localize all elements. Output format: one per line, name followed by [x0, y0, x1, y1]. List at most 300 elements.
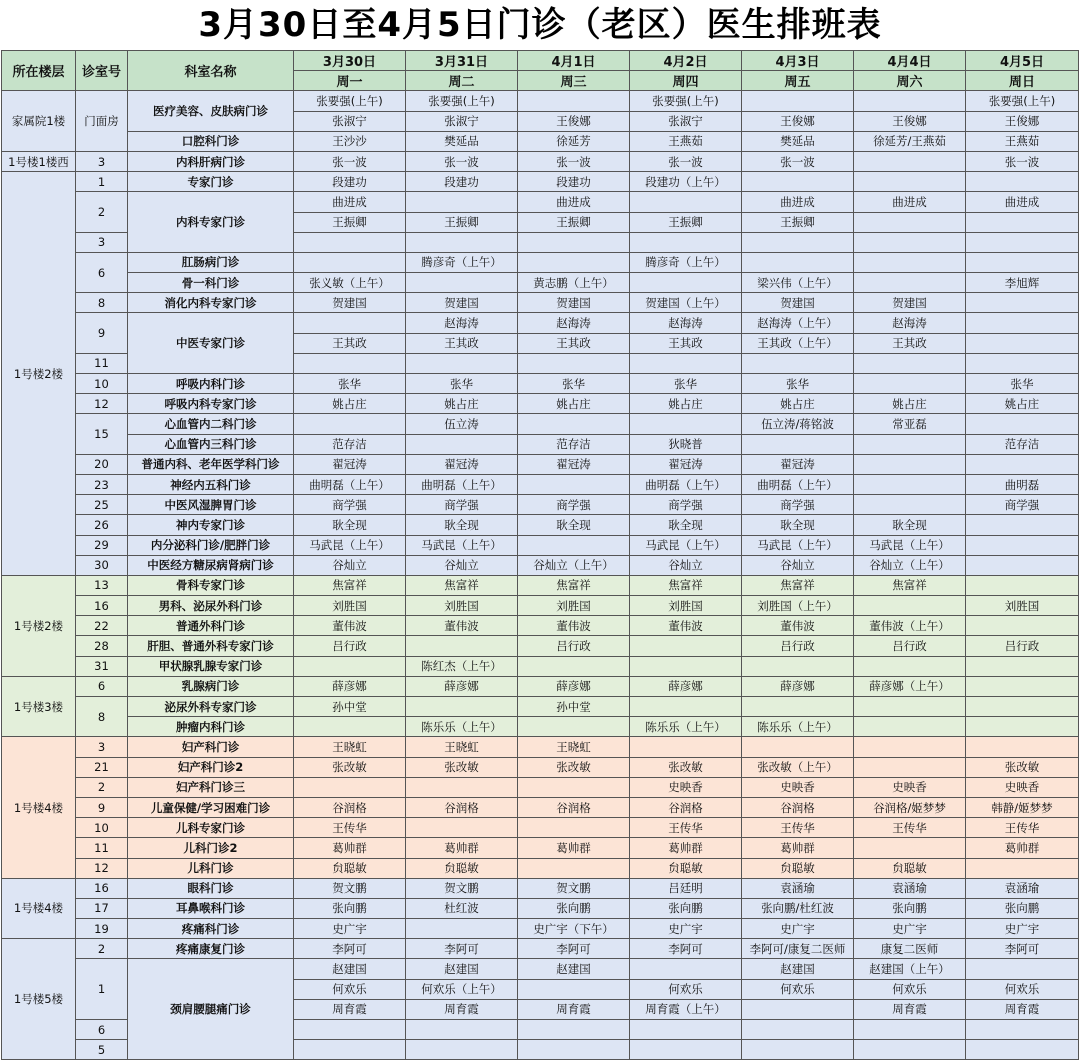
doctor-cell [966, 252, 1079, 272]
doctor-cell: 马武昆（上午） [630, 535, 742, 555]
doctor-cell [742, 656, 854, 676]
doctor-cell: 何欢乐 [854, 979, 966, 999]
doctor-cell [854, 91, 966, 111]
table-row [2, 858, 1079, 878]
dept-cell: 内分泌科门诊/肥胖门诊 [128, 535, 294, 555]
dept-cell: 神内专家门诊 [128, 515, 294, 535]
room-cell: 10 [76, 374, 128, 394]
dept-cell: 中医风湿脾胃门诊 [128, 495, 294, 515]
doctor-cell: 赵海涛 [630, 313, 742, 333]
doctor-cell [518, 979, 630, 999]
doctor-cell: 董伟波（上午） [854, 616, 966, 636]
doctor-cell: 张改敏 [406, 757, 518, 777]
dept-cell: 泌尿外科专家门诊 [128, 697, 294, 717]
room-cell: 6 [76, 1020, 128, 1040]
doctor-cell: 焦富祥 [742, 575, 854, 595]
doctor-cell: 赵海涛 [854, 313, 966, 333]
doctor-cell [854, 1020, 966, 1040]
doctor-cell: 王俊娜 [518, 111, 630, 131]
header-weekday: 周一 [294, 71, 406, 91]
doctor-cell [854, 737, 966, 757]
room-cell: 21 [76, 757, 128, 777]
doctor-cell: 范存洁 [518, 434, 630, 454]
header-date: 4月2日 [630, 51, 742, 71]
doctor-cell: 张华 [966, 374, 1079, 394]
doctor-cell [630, 273, 742, 293]
doctor-cell: 赵海涛 [518, 313, 630, 333]
dept-cell: 消化内科专家门诊 [128, 293, 294, 313]
floor-cell: 1号楼4楼 [2, 878, 76, 939]
doctor-cell: 马武昆（上午） [742, 535, 854, 555]
doctor-cell: 赵建国 [294, 959, 406, 979]
doctor-cell [966, 515, 1079, 535]
doctor-cell: 贺建国（上午） [630, 293, 742, 313]
room-cell: 16 [76, 878, 128, 898]
doctor-cell [742, 353, 854, 373]
doctor-cell: 焦富祥 [854, 575, 966, 595]
doctor-cell: 商学强 [518, 495, 630, 515]
doctor-cell: 曲进成 [854, 192, 966, 212]
doctor-cell: 贺建国 [518, 293, 630, 313]
table-row [2, 131, 1079, 151]
doctor-cell: 王振卿 [406, 212, 518, 232]
doctor-cell [518, 858, 630, 878]
doctor-cell: 徐延芳 [518, 131, 630, 151]
doctor-cell: 樊延品 [742, 131, 854, 151]
dept-cell: 神经内五科门诊 [128, 474, 294, 494]
doctor-cell [966, 535, 1079, 555]
doctor-cell: 耿全现 [742, 515, 854, 535]
header-date: 3月31日 [406, 51, 518, 71]
doctor-cell: 王传华 [294, 818, 406, 838]
doctor-cell: 葛帅群 [518, 838, 630, 858]
doctor-cell: 孙中堂 [518, 697, 630, 717]
doctor-cell: 王俊娜 [742, 111, 854, 131]
doctor-cell [518, 535, 630, 555]
doctor-cell: 曲进成 [294, 192, 406, 212]
schedule-table [1, 50, 1079, 1060]
doctor-cell: 袁涵瑜 [742, 878, 854, 898]
doctor-cell: 史广宇（下午） [518, 919, 630, 939]
doctor-cell [406, 192, 518, 212]
doctor-cell [518, 91, 630, 111]
doctor-cell: 陈乐乐（上午） [742, 717, 854, 737]
doctor-cell [966, 737, 1079, 757]
doctor-cell: 薛彦娜 [406, 676, 518, 696]
doctor-cell: 薛彦娜 [630, 676, 742, 696]
doctor-cell: 谷润格 [406, 797, 518, 817]
table-row [2, 898, 1079, 918]
doctor-cell: 王其政（上午） [742, 333, 854, 353]
room-cell: 9 [76, 313, 128, 353]
doctor-cell: 董伟波 [630, 616, 742, 636]
doctor-cell: 王燕茹 [966, 131, 1079, 151]
doctor-cell: 谷润格 [294, 797, 406, 817]
doctor-cell: 翟冠涛 [742, 454, 854, 474]
room-cell: 23 [76, 474, 128, 494]
doctor-cell: 董伟波 [742, 616, 854, 636]
doctor-cell [630, 656, 742, 676]
doctor-cell: 李旭辉 [966, 273, 1079, 293]
doctor-cell [854, 495, 966, 515]
doctor-cell: 常亚磊 [854, 414, 966, 434]
doctor-cell [854, 273, 966, 293]
doctor-cell: 何欢乐 [630, 979, 742, 999]
doctor-cell [518, 1040, 630, 1060]
doctor-cell: 焦富祥 [406, 575, 518, 595]
doctor-cell [966, 959, 1079, 979]
doctor-cell: 贺建国 [742, 293, 854, 313]
header-floor: 所在楼层 [2, 51, 76, 91]
doctor-cell: 何欢乐 [966, 979, 1079, 999]
doctor-cell: 史广宇 [630, 919, 742, 939]
doctor-cell [742, 91, 854, 111]
table-row [2, 636, 1079, 656]
dept-cell: 眼科门诊 [128, 878, 294, 898]
doctor-cell: 张改敏 [630, 757, 742, 777]
dept-cell: 男科、泌尿外科门诊 [128, 596, 294, 616]
room-cell: 5 [76, 1040, 128, 1060]
doctor-cell: 李阿可 [518, 939, 630, 959]
doctor-cell: 张向鹏/杜红波 [742, 898, 854, 918]
dept-cell: 妇产科门诊三 [128, 777, 294, 797]
doctor-cell: 周育霞 [406, 999, 518, 1019]
doctor-cell: 狄晓普 [630, 434, 742, 454]
doctor-cell [854, 1040, 966, 1060]
doctor-cell [966, 454, 1079, 474]
doctor-cell: 张向鹏 [294, 898, 406, 918]
doctor-cell: 翟冠涛 [406, 454, 518, 474]
table-row [2, 939, 1079, 959]
dept-cell: 骨科专家门诊 [128, 575, 294, 595]
doctor-cell [406, 919, 518, 939]
doctor-cell [854, 697, 966, 717]
doctor-cell [406, 273, 518, 293]
table-row [2, 414, 1079, 434]
dept-cell: 普通内科、老年医学科门诊 [128, 454, 294, 474]
doctor-cell [294, 1020, 406, 1040]
doctor-cell: 王传华 [630, 818, 742, 838]
doctor-cell [966, 212, 1079, 232]
doctor-cell: 谷灿立 [406, 555, 518, 575]
dept-cell: 颈肩腰腿痛门诊 [128, 959, 294, 1060]
doctor-cell: 王其政 [294, 333, 406, 353]
room-cell: 8 [76, 293, 128, 313]
doctor-cell [630, 697, 742, 717]
doctor-cell: 薛彦娜（上午） [854, 676, 966, 696]
doctor-cell: 吕行政 [742, 636, 854, 656]
doctor-cell: 陈乐乐（上午） [630, 717, 742, 737]
table-row [2, 757, 1079, 777]
doctor-cell: 姚占庄 [518, 394, 630, 414]
doctor-cell [854, 252, 966, 272]
header-row-dates [2, 51, 1079, 71]
doctor-cell [742, 999, 854, 1019]
doctor-cell: 耿全现 [294, 515, 406, 535]
dept-cell: 儿科门诊2 [128, 838, 294, 858]
doctor-cell: 张向鹏 [966, 898, 1079, 918]
doctor-cell: 葛帅群 [294, 838, 406, 858]
doctor-cell [742, 697, 854, 717]
doctor-cell: 焦富祥 [630, 575, 742, 595]
doctor-cell: 黄志鹏（上午） [518, 273, 630, 293]
room-cell: 12 [76, 858, 128, 878]
doctor-cell: 王沙沙 [294, 131, 406, 151]
doctor-cell: 贺建国 [854, 293, 966, 313]
doctor-cell: 贺文鹏 [294, 878, 406, 898]
doctor-cell: 葛帅群 [406, 838, 518, 858]
doctor-cell: 陈乐乐（上午） [406, 717, 518, 737]
dept-cell: 疼痛康复门诊 [128, 939, 294, 959]
table-row [2, 959, 1079, 979]
doctor-cell: 谷灿立 [294, 555, 406, 575]
floor-cell: 1号楼1楼西 [2, 151, 76, 171]
doctor-cell [966, 232, 1079, 252]
doctor-cell [518, 656, 630, 676]
doctor-cell: 周育霞（上午） [630, 999, 742, 1019]
doctor-cell: 李阿可/康复二医师 [742, 939, 854, 959]
doctor-cell: 赵建国 [406, 959, 518, 979]
doctor-cell [854, 232, 966, 252]
doctor-cell [406, 353, 518, 373]
room-cell: 31 [76, 656, 128, 676]
doctor-cell: 周育霞 [854, 999, 966, 1019]
doctor-cell [742, 252, 854, 272]
doctor-cell: 王振卿 [294, 212, 406, 232]
doctor-cell: 王传华 [966, 818, 1079, 838]
doctor-cell: 刘胜国 [294, 596, 406, 616]
doctor-cell: 段建功 [406, 172, 518, 192]
room-cell: 11 [76, 353, 128, 373]
doctor-cell: 王俊娜 [966, 111, 1079, 131]
doctor-cell: 樊延品 [406, 131, 518, 151]
doctor-cell [742, 737, 854, 757]
doctor-cell: 曲明磊 [966, 474, 1079, 494]
doctor-cell: 葛帅群 [630, 838, 742, 858]
doctor-cell: 薛彦娜 [518, 676, 630, 696]
room-cell: 19 [76, 919, 128, 939]
table-row [2, 616, 1079, 636]
doctor-cell [966, 414, 1079, 434]
dept-cell: 心血管内二科门诊 [128, 414, 294, 434]
doctor-cell: 赵海涛（上午） [742, 313, 854, 333]
dept-cell: 中医经方糖尿病肾病门诊 [128, 555, 294, 575]
doctor-cell: 谷灿立（上午） [518, 555, 630, 575]
dept-cell: 呼吸内科专家门诊 [128, 394, 294, 414]
room-cell: 12 [76, 394, 128, 414]
doctor-cell: 姚占庄 [630, 394, 742, 414]
room-cell: 2 [76, 192, 128, 232]
doctor-cell: 贠聪敏 [630, 858, 742, 878]
doctor-cell [518, 353, 630, 373]
dept-cell: 肿瘤内科门诊 [128, 717, 294, 737]
header-room: 诊室号 [76, 51, 128, 91]
dept-cell: 骨一科门诊 [128, 273, 294, 293]
table-row [2, 434, 1079, 454]
doctor-cell [854, 656, 966, 676]
doctor-cell: 王传华 [854, 818, 966, 838]
table-row [2, 656, 1079, 676]
doctor-cell: 史映香 [854, 777, 966, 797]
doctor-cell [294, 1040, 406, 1060]
doctor-cell: 伍立涛 [406, 414, 518, 434]
header-date: 4月1日 [518, 51, 630, 71]
doctor-cell [966, 656, 1079, 676]
doctor-cell: 曲明磊（上午） [630, 474, 742, 494]
doctor-cell: 张改敏 [294, 757, 406, 777]
table-row [2, 535, 1079, 555]
doctor-cell: 商学强 [630, 495, 742, 515]
doctor-cell [854, 474, 966, 494]
floor-cell: 1号楼3楼 [2, 676, 76, 737]
doctor-cell: 范存洁 [294, 434, 406, 454]
doctor-cell [742, 232, 854, 252]
doctor-cell [854, 596, 966, 616]
doctor-cell [854, 151, 966, 171]
doctor-cell: 耿全现 [406, 515, 518, 535]
doctor-cell: 翟冠涛 [518, 454, 630, 474]
doctor-cell [854, 212, 966, 232]
doctor-cell: 周育霞 [518, 999, 630, 1019]
doctor-cell [854, 757, 966, 777]
doctor-cell: 王振卿 [630, 212, 742, 232]
dept-cell: 耳鼻喉科门诊 [128, 898, 294, 918]
header-weekday: 周二 [406, 71, 518, 91]
doctor-cell [294, 717, 406, 737]
doctor-cell: 张淑宁 [630, 111, 742, 131]
doctor-cell [742, 1020, 854, 1040]
doctor-cell [966, 353, 1079, 373]
table-row [2, 919, 1079, 939]
doctor-cell: 赵海涛 [406, 313, 518, 333]
doctor-cell [630, 414, 742, 434]
doctor-cell: 商学强 [966, 495, 1079, 515]
doctor-cell: 李阿可 [294, 939, 406, 959]
table-row [2, 151, 1079, 171]
doctor-cell: 马武昆（上午） [406, 535, 518, 555]
doctor-cell [630, 636, 742, 656]
doctor-cell: 张华 [518, 374, 630, 394]
table-row [2, 394, 1079, 414]
page-title: 3月30日至4月5日门诊（老区）医生排班表 [198, 5, 882, 45]
floor-cell: 1号楼5楼 [2, 939, 76, 1060]
doctor-cell: 史映香 [966, 777, 1079, 797]
doctor-cell: 张向鹏 [630, 898, 742, 918]
doctor-cell: 刘胜国 [966, 596, 1079, 616]
room-cell: 20 [76, 454, 128, 474]
doctor-cell [966, 333, 1079, 353]
room-cell: 13 [76, 575, 128, 595]
doctor-cell: 薛彦娜 [742, 676, 854, 696]
doctor-cell: 张向鹏 [518, 898, 630, 918]
table-row [2, 192, 1079, 212]
doctor-cell: 曲明磊（上午） [406, 474, 518, 494]
table-row [2, 596, 1079, 616]
doctor-cell [630, 232, 742, 252]
doctor-cell: 贠聪敏 [742, 858, 854, 878]
doctor-cell: 王其政 [406, 333, 518, 353]
doctor-cell: 谷润格 [630, 797, 742, 817]
doctor-cell [966, 1020, 1079, 1040]
doctor-cell: 董伟波 [294, 616, 406, 636]
doctor-cell: 刘胜国（上午） [742, 596, 854, 616]
doctor-cell: 姚占庄 [294, 394, 406, 414]
doctor-cell: 何欢乐（上午） [406, 979, 518, 999]
doctor-cell [966, 676, 1079, 696]
doctor-cell: 姚占庄 [406, 394, 518, 414]
room-cell: 10 [76, 818, 128, 838]
doctor-cell: 耿全现 [630, 515, 742, 535]
table-row [2, 374, 1079, 394]
doctor-cell: 商学强 [406, 495, 518, 515]
doctor-cell: 贺文鹏 [518, 878, 630, 898]
doctor-cell: 张淑宁 [294, 111, 406, 131]
doctor-cell: 赵建国（上午） [854, 959, 966, 979]
dept-cell: 乳腺病门诊 [128, 676, 294, 696]
room-cell: 16 [76, 596, 128, 616]
doctor-cell: 马武昆（上午） [854, 535, 966, 555]
dept-cell: 内科专家门诊 [128, 192, 294, 253]
doctor-cell: 王其政 [518, 333, 630, 353]
doctor-cell [854, 838, 966, 858]
dept-cell: 肝胆、普通外科专家门诊 [128, 636, 294, 656]
table-row [2, 273, 1079, 293]
room-cell: 3 [76, 151, 128, 171]
doctor-cell: 焦富祥 [518, 575, 630, 595]
doctor-cell: 曲明磊（上午） [742, 474, 854, 494]
floor-cell: 1号楼2楼 [2, 575, 76, 676]
doctor-cell [966, 293, 1079, 313]
room-cell: 22 [76, 616, 128, 636]
doctor-cell: 谷润格 [742, 797, 854, 817]
dept-cell: 呼吸内科门诊 [128, 374, 294, 394]
doctor-cell: 王其政 [854, 333, 966, 353]
room-cell: 门面房 [76, 91, 128, 152]
room-cell: 17 [76, 898, 128, 918]
doctor-cell [294, 313, 406, 333]
doctor-cell: 贺建国 [294, 293, 406, 313]
doctor-cell: 张一波 [518, 151, 630, 171]
doctor-cell: 李阿可 [630, 939, 742, 959]
table-row [2, 474, 1079, 494]
doctor-cell [518, 252, 630, 272]
doctor-cell: 曲进成 [966, 192, 1079, 212]
doctor-cell: 周育霞 [966, 999, 1079, 1019]
doctor-cell: 赵建国 [742, 959, 854, 979]
doctor-cell [406, 697, 518, 717]
doctor-cell: 姚占庄 [742, 394, 854, 414]
floor-cell: 家属院1楼 [2, 91, 76, 152]
doctor-cell: 姚占庄 [854, 394, 966, 414]
doctor-cell [966, 575, 1079, 595]
doctor-cell [854, 454, 966, 474]
doctor-cell: 吕行政 [518, 636, 630, 656]
doctor-cell: 刘胜国 [406, 596, 518, 616]
doctor-cell [630, 192, 742, 212]
table-row [2, 878, 1079, 898]
doctor-cell: 张一波 [966, 151, 1079, 171]
doctor-cell: 史广宇 [966, 919, 1079, 939]
doctor-cell: 张一波 [294, 151, 406, 171]
doctor-cell: 贺建国 [406, 293, 518, 313]
doctor-cell: 张华 [294, 374, 406, 394]
doctor-cell [854, 717, 966, 737]
doctor-cell [630, 1020, 742, 1040]
doctor-cell [966, 717, 1079, 737]
doctor-cell: 韩静/姬梦梦 [966, 797, 1079, 817]
doctor-cell [406, 1040, 518, 1060]
doctor-cell: 谷灿立 [742, 555, 854, 575]
